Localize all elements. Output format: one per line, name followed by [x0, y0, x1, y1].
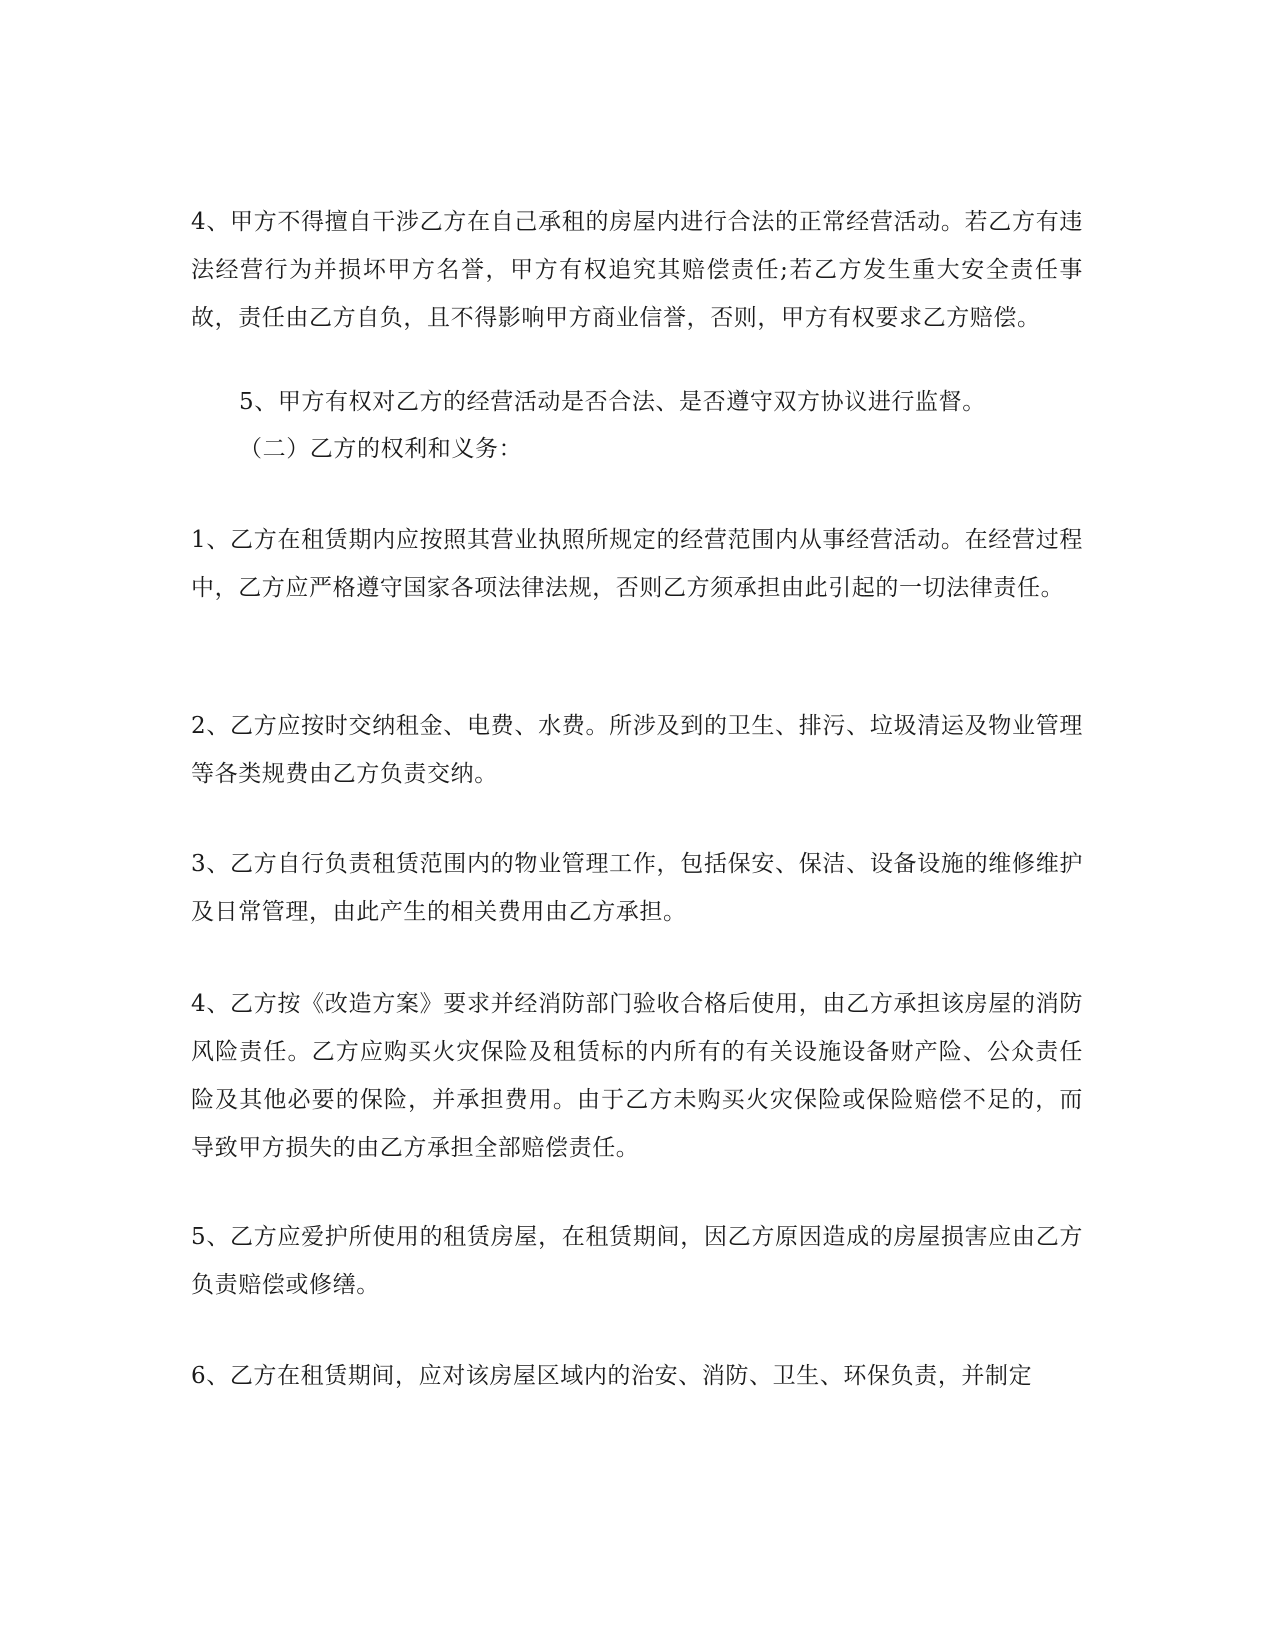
section-heading-party-b-rights: （二）乙方的权利和义务： — [239, 436, 523, 462]
paragraph-party-b-item-5: 5、乙方应爱护所使用的租赁房屋，在租赁期间，因乙方原因造成的房屋损害应由乙方负责赔偿或修缮。 — [191, 1224, 1083, 1298]
paragraph-party-b-item-1: 1、乙方在租赁期内应按照其营业执照所规定的经营范围内从事经营活动。在经营过程中，乙方应严格遵守国家各项法律法规，否则乙方须承担由此引起的一切法律责任。 — [191, 527, 1083, 601]
paragraph-party-a-item-5: 5、甲方有权对乙方的经营活动是否合法、是否遵守双方协议进行监督。 — [239, 389, 986, 415]
paragraph-party-b-item-3: 3、乙方自行负责租赁范围内的物业管理工作，包括保安、保洁、设备设施的维修维护及日常管理，由此产生的相关费用由乙方承担。 — [191, 851, 1083, 925]
paragraph-party-a-item-4: 4、甲方不得擅自干涉乙方在自己承租的房屋内进行合法的正常经营活动。若乙方有违法经营行为并损坏甲方名誉，甲方有权追究其赔偿责任;若乙方发生重大安全责任事故，责任由乙方自负，且不得影响甲方商业信誉，否则，甲方有权要求乙方赔偿。 — [191, 209, 1083, 331]
paragraph-party-b-item-2: 2、乙方应按时交纳租金、电费、水费。所涉及到的卫生、排污、垃圾清运及物业管理等各类规费由乙方负责交纳。 — [191, 713, 1083, 787]
paragraph-party-b-item-6: 6、乙方在租赁期间，应对该房屋区域内的治安、消防、卫生、环保负责，并制定 — [191, 1363, 1033, 1389]
paragraph-party-b-item-4: 4、乙方按《改造方案》要求并经消防部门验收合格后使用，由乙方承担该房屋的消防风险责任。乙方应购买火灾保险及租赁标的内所有的有关设施设备财产险、公众责任险及其他必要的保险，并承担费用。由于乙方未购买火灾保险或保险赔偿不足的，而导致甲方损失的由乙方承担全部赔偿责任。 — [191, 991, 1083, 1161]
